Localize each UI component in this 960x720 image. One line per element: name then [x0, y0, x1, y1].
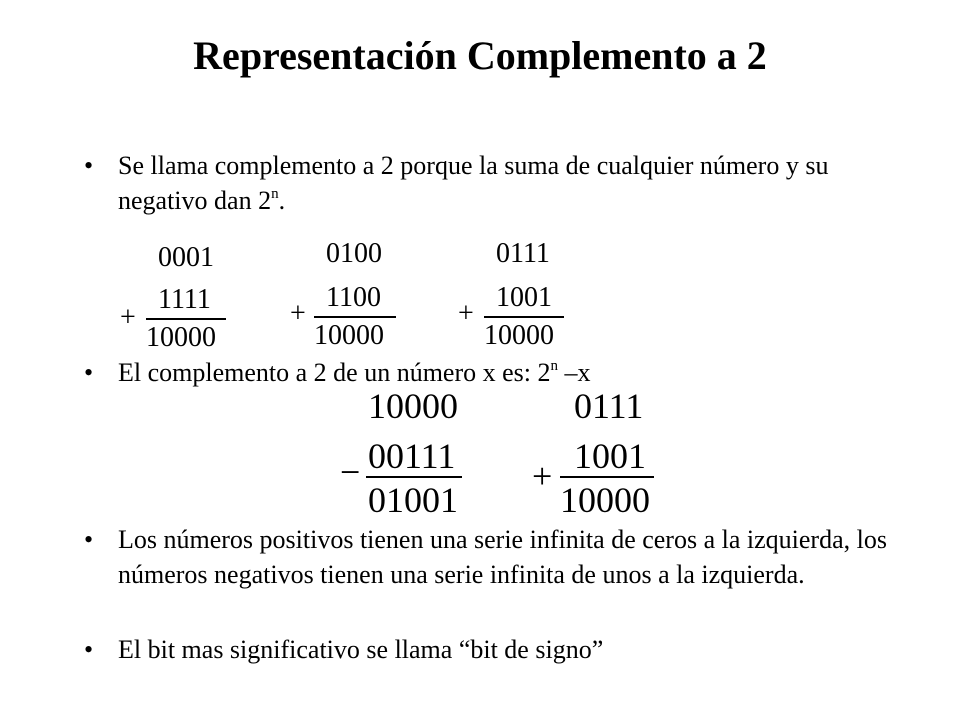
- binary-sum-2: [290, 240, 400, 350]
- result: 10000: [146, 322, 216, 353]
- sum-line: [314, 316, 396, 318]
- binary-subtraction: [340, 386, 470, 520]
- bullet-marker: •: [84, 635, 94, 664]
- operand-b: 00111: [368, 436, 456, 476]
- sum-line: [484, 316, 564, 318]
- plus-sign: +: [458, 298, 474, 329]
- result: 10000: [484, 320, 554, 351]
- bullet-text: Se llama complemento a 2 porque la suma de cualquier número y su negativo dan 2$^n$.: [118, 151, 829, 216]
- binary-sum-4: [532, 386, 662, 520]
- operand-b: 1111: [158, 284, 211, 315]
- bullet-marker: •: [84, 358, 94, 387]
- superscript-n: n: [550, 358, 559, 374]
- sum-line: [366, 476, 462, 478]
- binary-sum-1: [120, 240, 230, 353]
- plus-sign: +: [290, 298, 306, 329]
- superscript-n: n: [271, 186, 279, 203]
- operand-a: 0111: [574, 386, 644, 426]
- plus-sign: +: [532, 456, 553, 496]
- operand-b: 1100: [326, 282, 381, 313]
- operand-b: 1001: [574, 436, 646, 476]
- operand-a: 0001: [158, 242, 214, 273]
- operand-a: 10000: [368, 386, 458, 426]
- bullet-marker: •: [84, 525, 94, 554]
- result: 10000: [314, 320, 384, 351]
- operand-a: 0100: [326, 238, 382, 269]
- bullet-text: Los números positivos tienen una serie infinita de ceros a la izquierda, los números negativos tienen una serie infinita de unos a la izquierda.: [118, 525, 887, 590]
- minus-sign: −: [340, 452, 361, 492]
- result: 10000: [560, 480, 650, 520]
- bullet-text: El bit mas significativo se llama “bit de signo”: [118, 635, 604, 664]
- operand-b: 1001: [496, 282, 552, 313]
- sum-line: [146, 318, 226, 320]
- bullet-marker: •: [84, 151, 94, 180]
- result: 01001: [368, 480, 458, 520]
- plus-sign: +: [120, 302, 136, 333]
- sum-line: [560, 476, 654, 478]
- slide-title: Representación Complemento a 2: [193, 33, 767, 78]
- binary-sum-3: [458, 240, 568, 350]
- operand-a: 0111: [496, 238, 550, 269]
- bullet-text: El complemento a 2 de un número x es: 2$^n$ –x: [118, 358, 591, 387]
